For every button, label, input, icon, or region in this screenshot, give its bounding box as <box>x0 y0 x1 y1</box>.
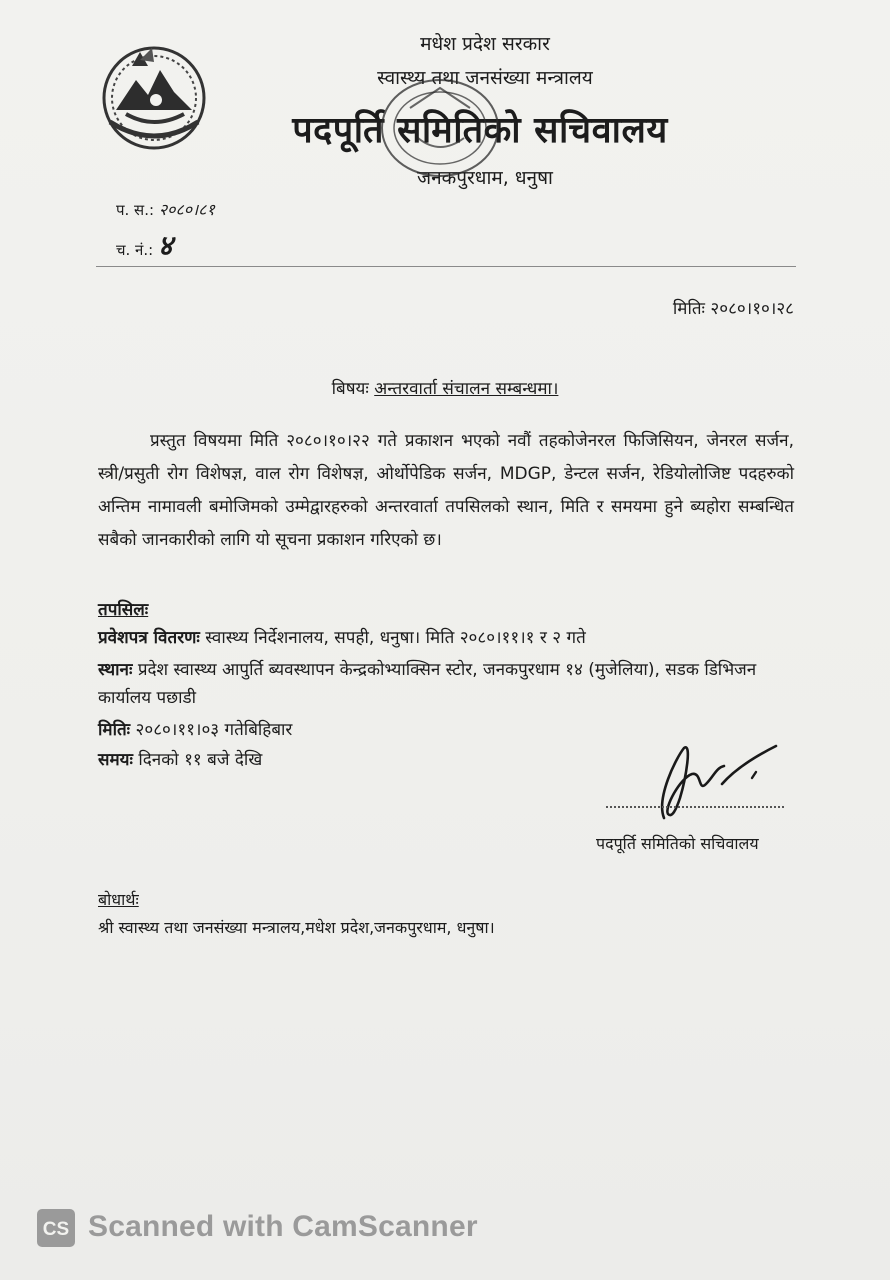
subject-line <box>0 376 890 399</box>
handwritten-signature <box>606 738 796 822</box>
government-name: मधेश प्रदेश सरकार <box>420 33 550 55</box>
camscanner-logo <box>36 1208 76 1248</box>
subject-label: बिषयः <box>331 379 369 399</box>
body-paragraph: प्रस्तुत विषयमा मिति २०८०।१०।२२ गते प्रकाशन भएको नवौं तहकोजेनरल फिजिसियन, जेनरल सर्जन, स्त्री/प्रसुती रोग विशेषज्ञ, वाल रोग विशेषज्ञ, ओर्थोपेडिक सर्जन, MDGP, डेन्टल सर्जन, रेडियोलोजिष्ट पदहरुको अन्तिम नामावली बमोजिमको उम्मेद्वारहरुको अन्तरवार्ता तपसिलको स्थान, मिति र समयमा हुने ब्यहोरा सम्बन्धित सबैको जानकारीको लागि यो सूचना प्रकाशन गरिएको छ। <box>98 431 794 550</box>
place-line <box>98 656 798 712</box>
details-heading <box>98 596 798 624</box>
place-label: स्थानः <box>98 660 133 680</box>
camscanner-watermark: Scanned with CamScanner <box>88 1210 478 1243</box>
signature-label: पदपूर्ति समितिको सचिवालय <box>596 834 759 853</box>
signature-dotted-line <box>606 806 784 808</box>
admit-label: प्रवेशपत्र वितरणः <box>98 628 200 648</box>
ministry-name: स्वास्थ्य तथा जनसंख्या मन्त्रालय <box>377 67 593 89</box>
reference-cn <box>116 226 173 264</box>
reference-ps <box>116 198 215 220</box>
letter-date: मितिः २०८०।१०।२८ <box>672 299 794 319</box>
office-stamp-icon <box>370 68 510 188</box>
date-value: २०८०।११।०३ गतेबिहिबार <box>135 720 293 740</box>
details-heading-text: तपसिलः <box>98 600 149 620</box>
place-value: प्रदेश स्वास्थ्य आपुर्ति ब्यवस्थापन केन्द्रकोभ्याक्सिन स्टोर, जनकपुरधाम १४ (मुजेलिया), सडक डिभिजन कार्यालय पछाडी <box>98 660 757 708</box>
cn-label: च. नं.: <box>116 241 154 259</box>
header-divider <box>96 266 796 267</box>
secretariat-title: पदपूर्ति समितिको सचिवालय <box>292 110 668 151</box>
ps-label: प. स.: <box>116 201 155 219</box>
admit-value: स्वास्थ्य निर्देशनालय, सपही, धनुषा। मिति २०८०।११।१ र २ गते <box>205 628 586 648</box>
cc-label: बोधार्थः <box>98 890 139 909</box>
ps-value: २०८०।८१ <box>158 200 215 219</box>
svg-text:CS: CS <box>42 1219 70 1240</box>
subject-text: अन्तरवार्ता संचालन सम्बन्धमा। <box>374 379 559 399</box>
cc-recipient: श्री स्वास्थ्य तथा जनसंख्या मन्त्रालय,मधेश प्रदेश,जनकपुरधाम, धनुषा। <box>98 918 495 937</box>
date-label: मितिः <box>98 720 131 740</box>
time-label: समयः <box>98 750 133 770</box>
office-address: जनकपुरधाम, धनुषा <box>417 167 553 189</box>
time-value: दिनको ११ बजे देखि <box>138 750 263 770</box>
admit-card-line <box>98 624 798 652</box>
cn-value: ४ <box>158 229 173 262</box>
